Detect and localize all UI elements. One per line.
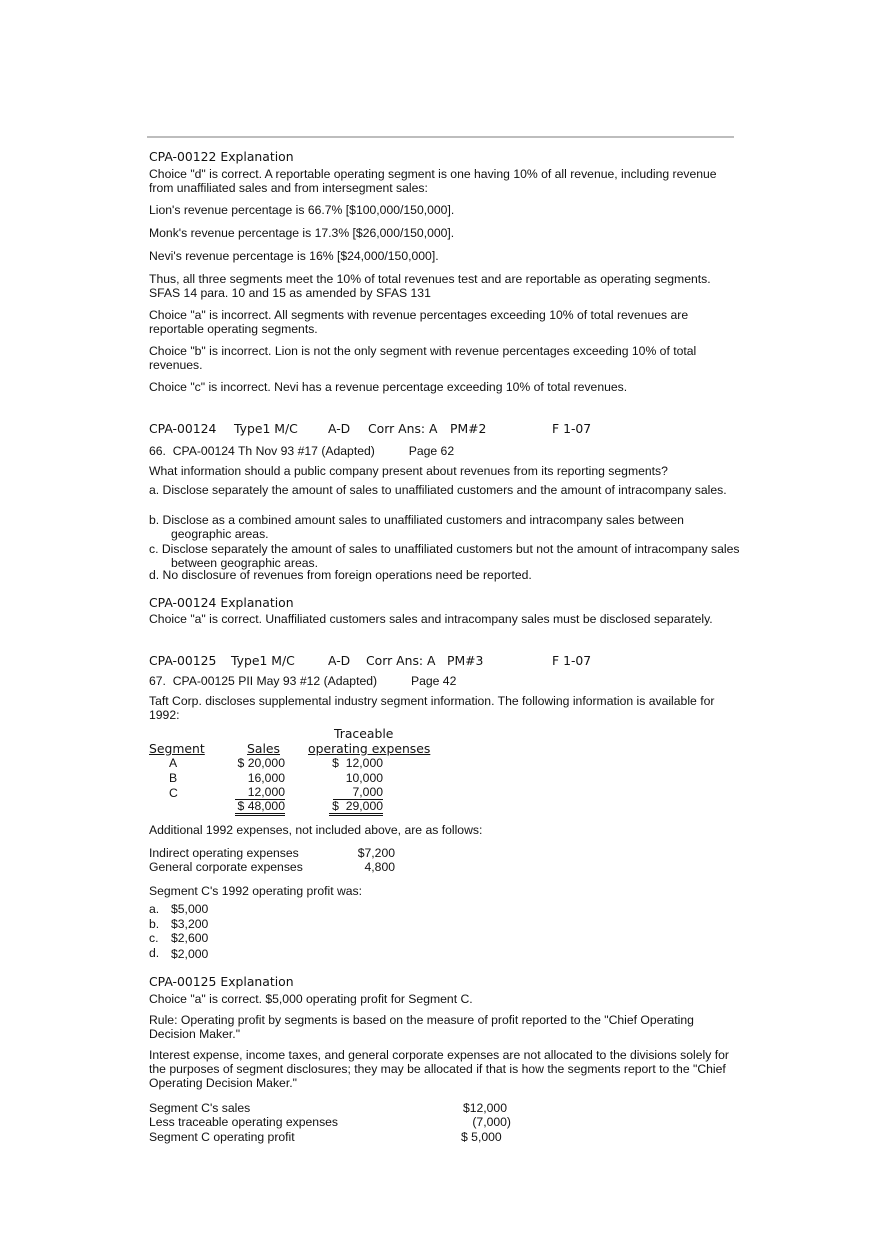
table-row-seg: C xyxy=(169,786,178,800)
sec122-choice-a: Choice "a" is incorrect. All segments with revenue percentages exceeding 10% of total revenues are reportable operating segments. xyxy=(149,308,689,336)
q124-pm: PM#2 xyxy=(450,421,487,436)
q124-corr: Corr Ans: A xyxy=(368,421,438,436)
sec122-header: CPA-00122 Explanation xyxy=(149,149,294,164)
q125-expl: Choice "a" is correct. $5,000 operating profit for Segment C. xyxy=(149,992,473,1006)
table-row-opex: $ 12,000 xyxy=(332,756,383,770)
sec122-choice-c: Choice "c" is incorrect. Nevi has a revenue percentage exceeding 10% of total revenues. xyxy=(149,380,628,394)
q124-option-d: d. No disclosure of revenues from foreign operations need be reported. xyxy=(149,568,532,582)
calc-value: (7,000) xyxy=(472,1115,511,1129)
q125-corr: Corr Ans: A xyxy=(366,653,436,668)
option-letter: c. xyxy=(149,931,159,945)
col-sales: Sales xyxy=(247,741,280,756)
top-divider xyxy=(147,136,734,138)
option-value: $2,600 xyxy=(171,931,209,945)
table-row-sales: 16,000 xyxy=(247,771,285,785)
table-row-sales: $ 20,000 xyxy=(237,756,285,770)
table-row-seg: A xyxy=(169,756,178,770)
indirect-label: Indirect operating expenses xyxy=(149,846,299,860)
q124-range: A-D xyxy=(328,421,351,436)
q125-rule: Rule: Operating profit by segments is based on the measure of profit reported to the "Chief Operating Decision Maker." xyxy=(149,1013,694,1041)
sec122-monk: Monk's revenue percentage is 17.3% [$26,000/150,000]. xyxy=(149,226,455,240)
calc-label: Segment C's sales xyxy=(149,1101,251,1115)
sec122-p1: Choice "d" is correct. A reportable operating segment is one having 10% of all revenue, including revenue from unaffiliated sales and from intersegment sales: xyxy=(149,167,717,195)
q124-f: F 1-07 xyxy=(552,421,592,436)
option-value: $2,000 xyxy=(171,947,209,961)
calc-value: $ 5,000 xyxy=(461,1130,502,1144)
option-letter: b. xyxy=(149,917,160,931)
q125-f: F 1-07 xyxy=(552,653,592,668)
sec122-choice-b: Choice "b" is incorrect. Lion is not the only segment with revenue percentages exceeding 10% of total revenues. xyxy=(149,344,697,372)
q125-line: 67. CPA-00125 PII May 93 #12 (Adapted) Page 42 xyxy=(149,674,457,688)
q124-id: CPA-00124 xyxy=(149,421,217,436)
general-label: General corporate expenses xyxy=(149,860,303,874)
q124-expl: Choice "a" is correct. Unaffiliated customers sales and intracompany sales must be disclosed separately. xyxy=(149,612,713,626)
col-opex: operating expenses xyxy=(308,741,431,756)
table-row-opex: 7,000 xyxy=(333,786,383,800)
q125-question: Segment C's 1992 operating profit was: xyxy=(149,884,363,898)
calc-label: Less traceable operating expenses xyxy=(149,1115,339,1129)
table-row-sales: 12,000 xyxy=(235,786,285,800)
col-segment: Segment xyxy=(149,741,205,756)
q125-expl-header: CPA-00125 Explanation xyxy=(149,974,294,989)
sec122-thus: Thus, all three segments meet the 10% of total revenues test and are reportable as operating segments. SFAS 14 para. 10 and 15 as amended by SFAS 131 xyxy=(149,272,711,300)
q124-expl-header: CPA-00124 Explanation xyxy=(149,595,294,610)
total-opex: $ 29,000 xyxy=(329,800,383,816)
sec122-lion: Lion's revenue percentage is 66.7% [$100,000/150,000]. xyxy=(149,203,455,217)
option-letter: d. xyxy=(149,946,160,960)
q125-id: CPA-00125 xyxy=(149,653,217,668)
q124-option-b: b. Disclose as a combined amount sales to unaffiliated customers and intracompany sales between geographic areas. xyxy=(149,513,684,541)
q125-additional: Additional 1992 expenses, not included above, are as follows: xyxy=(149,823,483,837)
sec122-nevi: Nevi's revenue percentage is 16% [$24,000/150,000]. xyxy=(149,249,439,263)
q124-option-c: c. Disclose separately the amount of sales to unaffiliated customers but not the amount of intracompany sales between geographic areas. xyxy=(149,542,740,570)
calc-label: Segment C operating profit xyxy=(149,1130,295,1144)
total-sales: $ 48,000 xyxy=(235,800,285,816)
calc-value: $12,000 xyxy=(462,1101,507,1115)
q125-interest: Interest expense, income taxes, and general corporate expenses are not allocated to the divisions solely for the purposes of segment disclosures; they may be allocated if that is how the segments report to the "Chief Operating Decision Maker." xyxy=(149,1048,729,1090)
q124-line: 66. CPA-00124 Th Nov 93 #17 (Adapted) Page 62 xyxy=(149,444,455,458)
option-letter: a. xyxy=(149,902,160,916)
table-row-seg: B xyxy=(169,771,178,785)
q124-option-a: a. Disclose separately the amount of sales to unaffiliated customers and the amount of intracompany sales. xyxy=(149,483,727,497)
q125-pm: PM#3 xyxy=(447,653,484,668)
col-traceable: Traceable xyxy=(334,726,394,741)
option-value: $3,200 xyxy=(171,917,209,931)
general-value: 4,800 xyxy=(364,860,395,874)
q125-type: Type1 M/C xyxy=(231,653,295,668)
option-value: $5,000 xyxy=(171,902,209,916)
q124-type: Type1 M/C xyxy=(234,421,298,436)
indirect-value: $7,200 xyxy=(357,846,395,860)
table-row-opex: 10,000 xyxy=(345,771,383,785)
q124-question: What information should a public company present about revenues from its reporting segments? xyxy=(149,464,668,478)
q125-range: A-D xyxy=(328,653,351,668)
q125-intro: Taft Corp. discloses supplemental industry segment information. The following information is available for 1992: xyxy=(149,694,715,722)
